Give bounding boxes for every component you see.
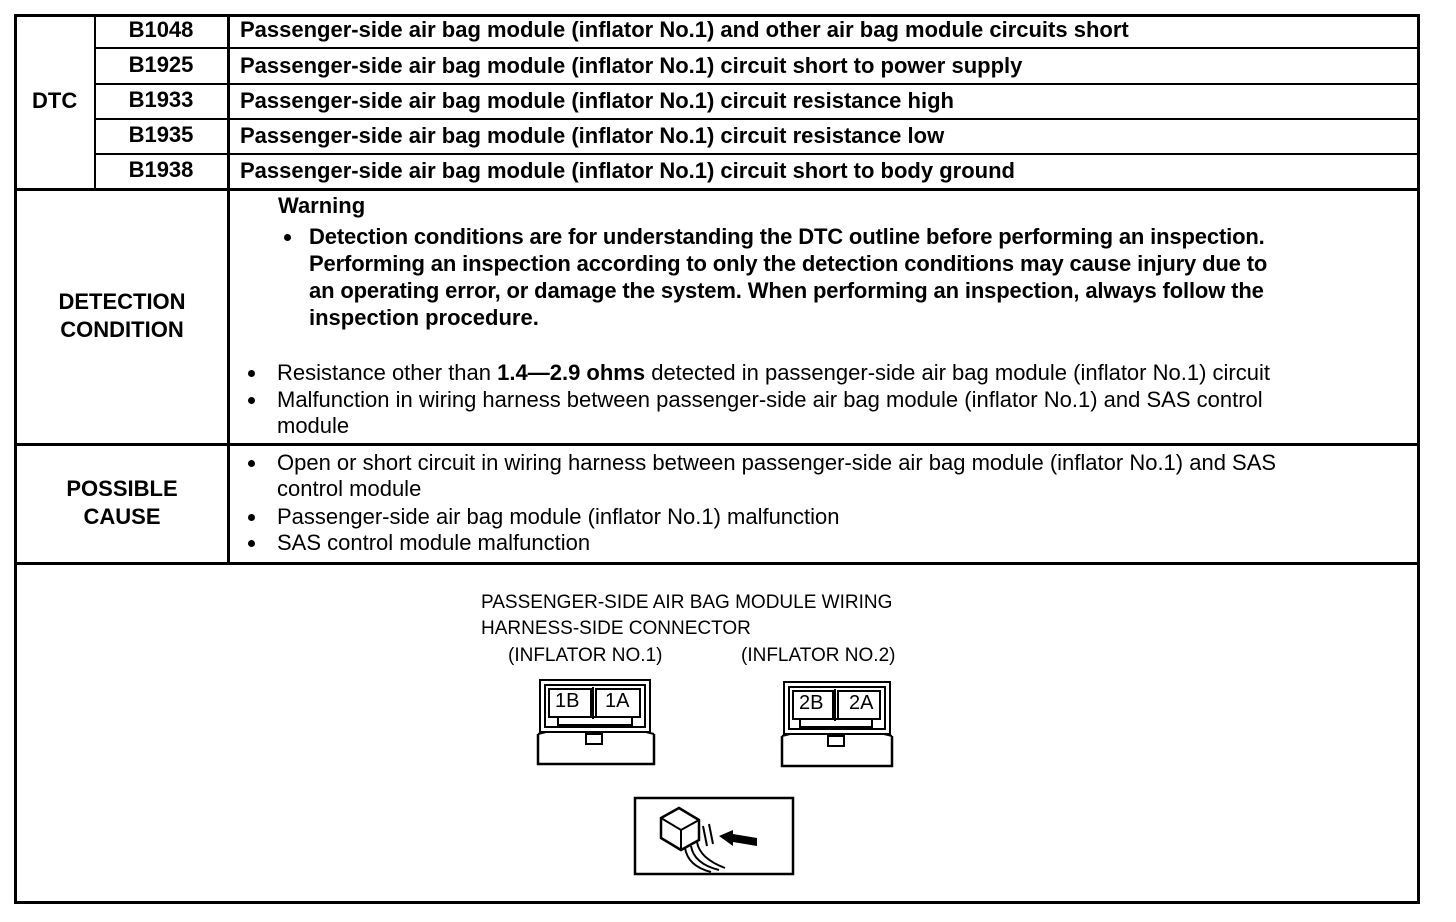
dtc-description: Passenger-side air bag module (inflator No.1) circuit short to body ground (240, 158, 1015, 183)
warning-line: Detection conditions are for understanding the DTC outline before performing an inspection. (309, 224, 1265, 249)
pin-label: 1B (555, 690, 580, 712)
diagram-title: HARNESS-SIDE CONNECTOR (481, 618, 751, 639)
detection-label-line: DETECTION (58, 289, 186, 314)
inflator2-connector (780, 680, 896, 770)
section-divider (14, 443, 1420, 446)
harness-side-view-icon (633, 796, 797, 878)
bullet (248, 370, 255, 377)
bullet (248, 514, 255, 521)
bullet (248, 397, 255, 404)
detection-item-text: Resistance other than (277, 360, 498, 385)
dtc-code: B1933 (128, 87, 194, 112)
resistance-range: 1.4—2.9 ohms (497, 360, 646, 385)
dtc-code: B1048 (128, 17, 194, 42)
pin-label: 1A (605, 690, 630, 712)
bullet (248, 540, 255, 547)
dtc-label: DTC (32, 88, 78, 113)
inflator2-label: (INFLATOR NO.2) (741, 645, 896, 666)
cause-item: Open or short circuit in wiring harness between passenger-side air bag module (inflator No.1) and SAS (277, 450, 1277, 475)
detection-item: module (277, 413, 350, 438)
detection-item-text: detected in passenger-side air bag module (inflator No.1) circuit (645, 360, 1270, 385)
warning-title: Warning (278, 193, 366, 218)
detection-label-line: CONDITION (60, 317, 184, 342)
pin-label: 2B (799, 692, 824, 714)
possible-label-line: POSSIBLE (66, 476, 178, 501)
bullet (248, 460, 255, 467)
dtc-code: B1925 (128, 52, 194, 77)
cause-item: control module (277, 476, 422, 501)
dtc-description: Passenger-side air bag module (inflator No.1) circuit short to power supply (240, 53, 1023, 78)
diagram-title: PASSENGER-SIDE AIR BAG MODULE WIRING (481, 592, 893, 613)
cause-item: SAS control module malfunction (277, 530, 591, 555)
row-divider (96, 153, 1420, 155)
row-divider (96, 83, 1420, 85)
row-divider (96, 118, 1420, 120)
row-divider (96, 47, 1420, 49)
inflator1-label: (INFLATOR NO.1) (508, 645, 663, 666)
dtc-code: B1938 (128, 157, 194, 182)
warning-line: an operating error, or damage the system. When performing an inspection, always follow the (309, 278, 1264, 303)
bullet (284, 234, 291, 241)
section-divider (14, 188, 1420, 191)
detection-item: Malfunction in wiring harness between passenger-side air bag module (inflator No.1) and SAS control (277, 387, 1263, 412)
section-divider (14, 562, 1420, 565)
dtc-description: Passenger-side air bag module (inflator No.1) circuit resistance high (240, 88, 954, 113)
cause-item: Passenger-side air bag module (inflator No.1) malfunction (277, 504, 840, 529)
possible-cause-label (16, 475, 228, 531)
warning-line: inspection procedure. (309, 305, 539, 330)
dtc-description: Passenger-side air bag module (inflator No.1) and other air bag module circuits short (240, 17, 1129, 42)
detection-condition-label (16, 288, 228, 344)
pin-label: 2A (849, 692, 874, 714)
possible-label-line: CAUSE (83, 504, 161, 529)
dtc-code: B1935 (128, 122, 194, 147)
detection-item (277, 360, 1270, 386)
dtc-description: Passenger-side air bag module (inflator No.1) circuit resistance low (240, 123, 945, 148)
warning-line: Performing an inspection according to only the detection conditions may cause injury due to (309, 251, 1268, 276)
